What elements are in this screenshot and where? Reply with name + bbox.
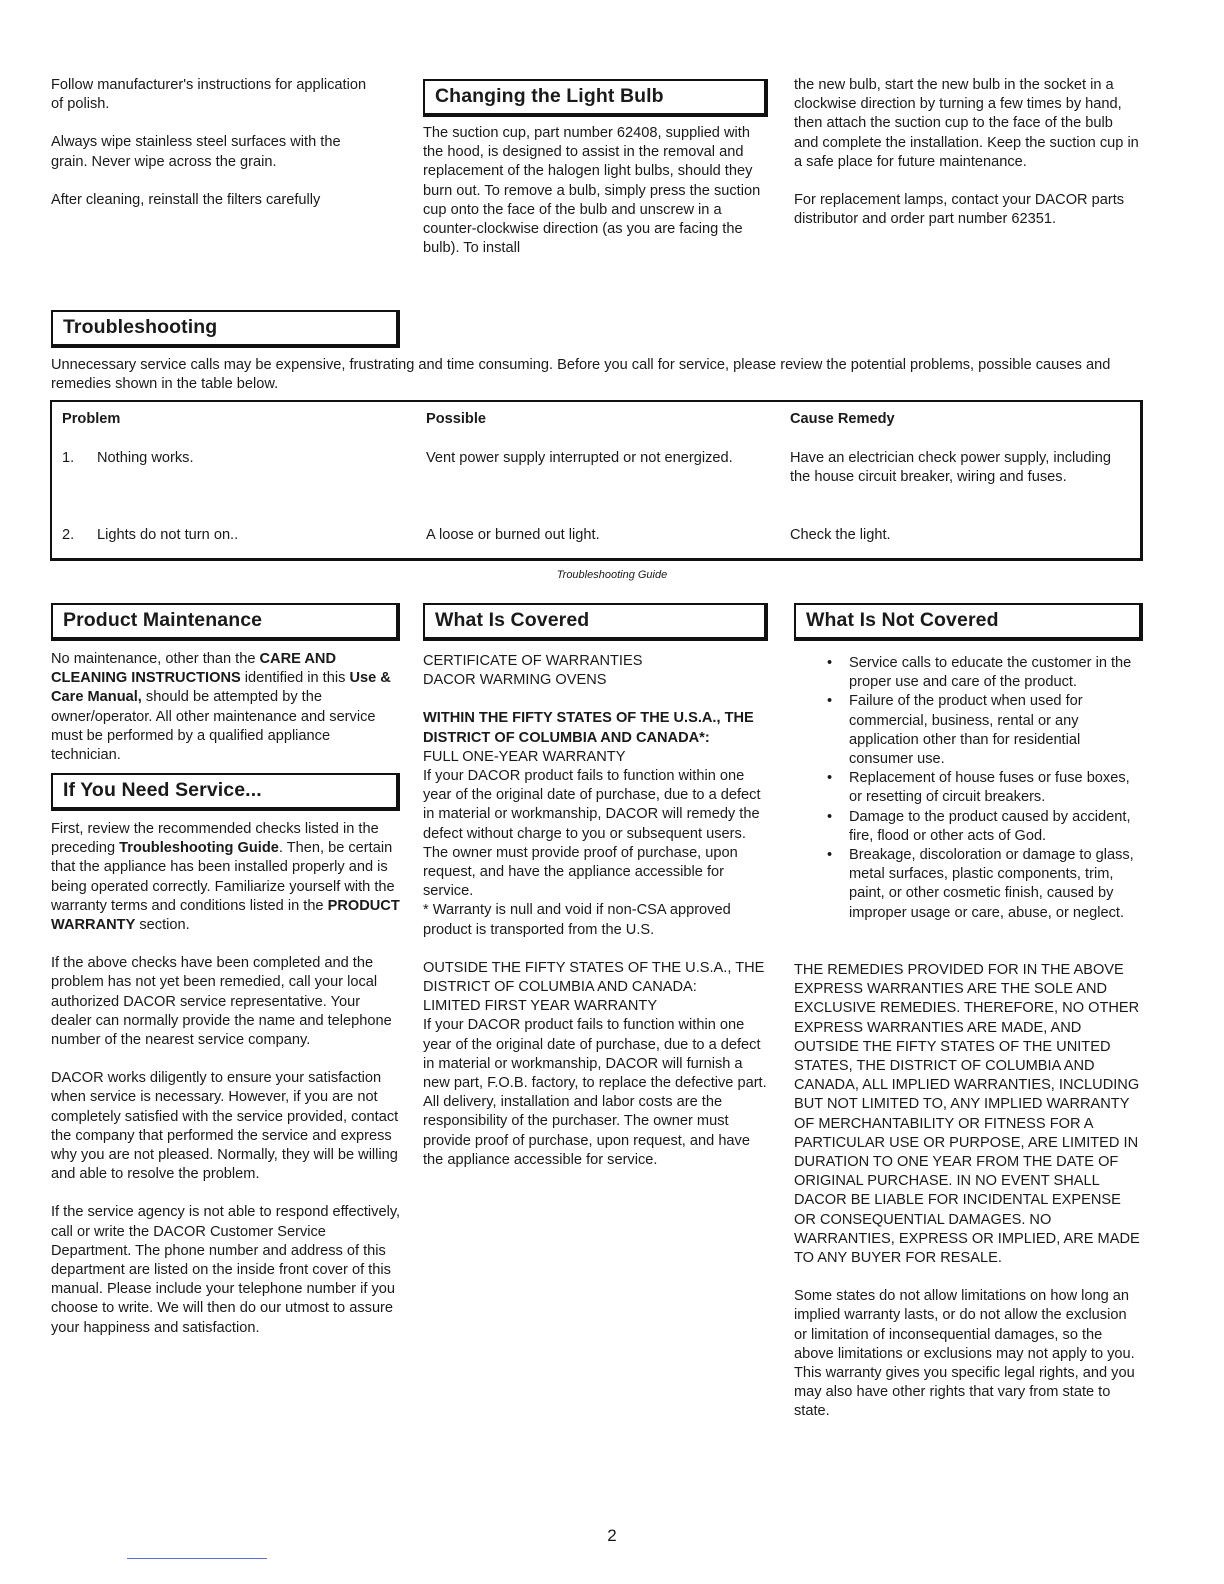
remedies-paragraph: THE REMEDIES PROVIDED FOR IN THE ABOVE EXPRESS WARRANTIES ARE THE SOLE AND EXCLUSIVE REMEDIES. THEREFORE, NO OTHER EXPRESS WARRANTIES ARE MADE, AND OUTSIDE THE FIFTY STATES OF THE UNITED STATES, THE DISTRICT OF COLUMBIA AND CANADA, ALL IMPLIED WARRANTIES, INCLUDING BUT NOT LIMITED TO, ANY IMPLIED WARRANTY OF MERCHANTABILITY OR FITNESS FOR A PARTICULAR USE OR PURPOSE, ARE LIMITED IN DURATION TO ONE YEAR FROM THE DATE OF ORIGINAL PURCHASE. IN NO EVENT SHALL DACOR BE LIABLE FOR INCIDENTAL EXPENSE OR CONSEQUENTIAL DAMAGES. NO WARRANTIES, EXPRESS OR IMPLIED, ARE MADE TO ANY BUYER FOR RESALE. — [794, 962, 1140, 1267]
maintenance-text: No maintenance, other than the CARE AND CLEANING INSTRUCTIONS identified in this Use & Care Manual, should be attempted by the owner/operator. All other maintenance and service must be performed by a qualified appliance technician. — [51, 651, 391, 764]
replacement-lamps-paragraph: For replacement lamps, contact your DACOR parts distributor and order part number 62351. — [794, 192, 1125, 228]
service-heading-box — [51, 773, 400, 811]
remedy-cell: Have an electrician check power supply, including the house circuit breaker, wiring and fuses. — [790, 450, 1111, 486]
service-text — [51, 820, 401, 1338]
grain-paragraph: Always wipe stainless steel surfaces with the grain. Never wipe across the grain. — [51, 134, 341, 170]
not-covered-text — [794, 961, 1142, 1422]
filters-paragraph: After cleaning, reinstall the filters carefully — [51, 191, 321, 208]
service-paragraph-3: DACOR works diligently to ensure your satisfaction when service is necessary. However, if you are not completely satisfied with the service provided, contact the company that performed the service and express why you are not pleased. Normally, they will be willing and able to resolve the problem. — [51, 1070, 399, 1183]
polish-paragraph: Follow manufacturer's instructions for application of polish. — [51, 77, 367, 113]
maintenance-heading-box — [51, 603, 400, 641]
install-bulb-paragraph: the new bulb, start the new bulb in the socket in a clockwise direction by turning a few times by hand, then attach the suction cup to the face of the bulb and complete the installation. Keep the suction cup in a safe place for future maintenance. — [794, 77, 1139, 170]
list-item: • Failure of the product when used for commercial, business, rental or any application other than for residential consumer use. — [825, 692, 1143, 769]
troubleshooting-heading: Troubleshooting — [63, 316, 218, 338]
full-warranty-line: FULL ONE-YEAR WARRANTY — [423, 748, 626, 765]
not-covered-heading-box — [794, 603, 1143, 641]
light-bulb-section — [423, 124, 763, 258]
light-bulb-text: The suction cup, part number 62408, supplied with the hood, is designed to assist in the removal and replacement of the halogen light bulbs, should they burn out. To remove a bulb, simply press the suction cup onto the face of the bulb and unscrew in a counter-clockwise direction (as you are facing the bulb). To install — [423, 125, 761, 257]
service-paragraph-4: If the service agency is not able to respond effectively, call or write the DACOR Customer Service Department. The phone number and address of this department are listed on the inside front cover of this manual. Please include your telephone number if you choose to write. We will then do our utmost to assure your happiness and satisfaction. — [51, 1204, 401, 1336]
within-states-heading: WITHIN THE FIFTY STATES OF THE U.S.A., THE DISTRICT OF COLUMBIA AND CANADA*: — [423, 710, 754, 746]
list-item: • Damage to the product caused by accident, fire, flood or other acts of God. — [825, 808, 1143, 846]
cause-cell: Vent power supply interrupted or not energized. — [426, 450, 733, 466]
table-caption: Troubleshooting Guide — [556, 569, 668, 581]
csa-note: * Warranty is null and void if non-CSA approved product is transported from the U.S. — [423, 902, 731, 938]
light-bulb-heading: Changing the Light Bulb — [435, 85, 664, 107]
footer-rule — [127, 1558, 267, 1559]
not-covered-heading: What Is Not Covered — [806, 609, 999, 631]
troubleshooting-heading-box — [51, 310, 400, 348]
remedy-cell: Check the light. — [790, 527, 891, 543]
troubleshooting-intro: Unnecessary service calls may be expensive, frustrating and time consuming. Before you call for service, please review the potential problems, possible causes and remedies shown in the table below. — [51, 357, 1111, 393]
cause-cell: A loose or burned out light. — [426, 527, 600, 543]
column-header-cause-remedy: Cause Remedy — [790, 411, 895, 427]
list-item: • Service calls to educate the customer in the proper use and care of the product. — [825, 654, 1143, 692]
service-heading: If You Need Service... — [63, 779, 262, 801]
certificate-line: CERTIFICATE OF WARRANTIES — [423, 653, 643, 669]
not-covered-list — [825, 654, 1143, 923]
covered-heading: What Is Covered — [435, 609, 590, 631]
service-paragraph-1: First, review the recommended checks listed in the preceding Troubleshooting Guide. Then, be certain that the appliance has been installed properly and is being operated correctly. Familiarize yourself with the warranty terms and conditions listed in the PRODUCT WARRANTY section. — [51, 821, 400, 934]
row-number: 1. — [62, 450, 75, 466]
problem-cell: Lights do not turn on.. — [97, 527, 239, 543]
maintenance-heading: Product Maintenance — [63, 609, 263, 631]
list-item: • Breakage, discoloration or damage to glass, metal surfaces, plastic components, trim, paint, or other cosmetic finish, caused by improper usage or care, abuse, or neglect. — [825, 846, 1143, 923]
light-bulb-continued — [794, 76, 1139, 229]
troubleshooting-table — [50, 400, 1143, 561]
limited-warranty-text: If your DACOR product fails to function within one year of the original date of purchase, due to a defect in material or workmanship, DACOR will furnish a new part, F.O.B. factory, to replace the defective part. All delivery, installation and labor costs are the responsibility of the purchaser. The owner must provide proof of purchase, upon request, and have the appliance accessible for service. — [423, 1017, 767, 1168]
column-header-problem: Problem — [62, 411, 121, 427]
covered-heading-box — [423, 603, 768, 641]
polish-notes — [51, 76, 381, 210]
light-bulb-heading-box — [423, 79, 768, 117]
product-line: DACOR WARMING OVENS — [423, 672, 607, 689]
outside-states-heading: OUTSIDE THE FIFTY STATES OF THE U.S.A., THE DISTRICT OF COLUMBIA AND CANADA: — [423, 959, 765, 996]
problem-cell: Nothing works. — [97, 450, 194, 466]
full-warranty-text: If your DACOR product fails to function within one year of the original date of purchase, due to a defect in material or workmanship, DACOR will remedy the defect without charge to you or subsequent users. The owner must provide proof of purchase, upon request, and have the appliance accessible for service. — [423, 768, 761, 900]
list-item: • Replacement of house fuses or fuse boxes, or resetting of circuit breakers. — [825, 769, 1143, 807]
state-rights-paragraph: Some states do not allow limitations on how long an implied warranty lasts, or do not allow the exclusion or limitation of inconsequential damages, so the above limitations or exclusions may not apply to you. This warranty gives you specific legal rights, and you may also have other rights that vary from state to state. — [794, 1288, 1135, 1420]
limited-warranty-line: LIMITED FIRST YEAR WARRANTY — [423, 998, 658, 1015]
service-paragraph-2: If the above checks have been completed and the problem has not yet been remedied, call your local authorized DACOR service representative. Your dealer can normally provide the name and telephone number of the nearest service company. — [51, 955, 392, 1049]
row-number: 2. — [62, 527, 75, 543]
column-header-possible: Possible — [426, 411, 487, 427]
page-number: 2 — [607, 1526, 617, 1545]
covered-text — [423, 652, 768, 1170]
